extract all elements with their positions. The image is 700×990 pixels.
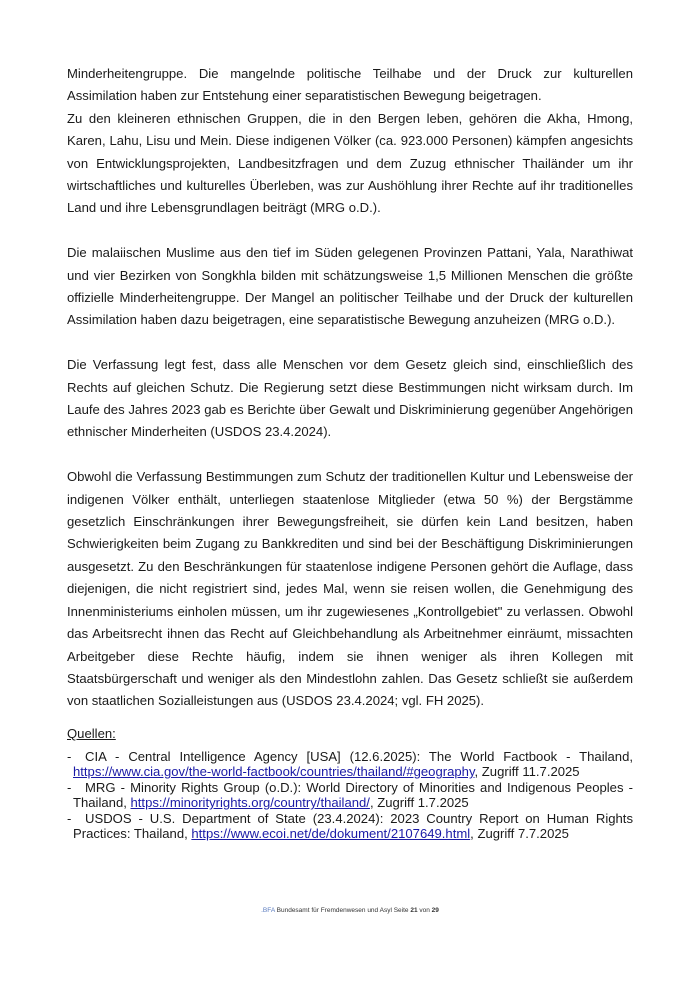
source-access-date: , Zugriff 1.7.2025	[369, 795, 469, 811]
body-paragraph: Die Verfassung legt fest, dass alle Menschen vor dem Gesetz gleich sind, einschließlich des Rechts auf gleichen Schutz. Die Regierung setzt diese Bestimmungen nicht wirksam durch. Im Laufe des Jahres 2023 gab es Berichte über Gewalt und Diskriminierung gegenüber Angehörigen ethnischer Minderheiten (USDOS 23.4.2024).	[67, 357, 633, 440]
source-citation: USDOS - U.S. Department of State (23.4.2024): 2023 Country Report on Human Rights Practices: Thailand,	[73, 810, 633, 842]
source-link[interactable]: https://minorityrights.org/country/thailand/	[130, 795, 370, 811]
body-paragraph: Obwohl die Verfassung Bestimmungen zum Schutz der traditionellen Kultur und Lebensweise der indigenen Völker enthält, unterliegen staatenlose Mitglieder (etwa 50 %) der Bergstämme gesetzlich Einschränkungen ihrer Bewegungsfreiheit, sie dürfen kein Land besitzen, haben Schwierigkeiten beim Zugang zu Bankkrediten und sind bei der Beschäftigung Diskriminierungen ausgesetzt. Zu den Beschränkungen für staatenlose indigene Personen gehört die Auflage, dass diejenigen, die nicht registriert sind, jedes Mal, wenn sie reisen wollen, die Genehmigung des Innenministeriums einholen müssen, um ihr zugewiesenes „Kontrollgebiet" zu verlassen. Obwohl das Arbeitsrecht ihnen das Recht auf Gleichbehandlung als Arbeitnehmer einräumt, missachten Arbeitgeber diese Rechte häufig, indem sie ihnen weniger als ihren Kollegen mit Staatsbürgerschaft und weniger als den Mindestlohn zahlen. Das Gesetz schließt sie außerdem von staatlichen Sozialleistungen aus (USDOS 23.4.2024; vgl. FH 2025).	[67, 469, 633, 709]
source-item	[67, 749, 633, 780]
bfa-logo-text: .BFA	[261, 907, 275, 914]
document-page	[67, 63, 633, 842]
footer-org-name: Bundesamt für Fremdenwesen und Asyl Seite	[274, 907, 411, 914]
page-number-separator: von	[417, 907, 432, 914]
body-paragraph: Minderheitengruppe. Die mangelnde politische Teilhabe und der Druck zur kulturellen Assimilation haben zur Entstehung einer separatistischen Bewegung beigetragen.	[67, 66, 633, 104]
sources-heading: Quellen:	[67, 725, 116, 741]
body-paragraph: Die malaiischen Muslime aus den tief im Süden gelegenen Provinzen Pattani, Yala, Narathiwat und vier Bezirken von Songkhla bilden mit schätzungsweise 1,5 Millionen Menschen die größte offizielle Minderheitengruppe. Der Mangel an politischer Teilhabe und der Druck der kulturellen Assimilation haben dazu beigetragen, eine separatistische Bewegung anzuheizen (MRG o.D.).	[67, 245, 633, 328]
source-item	[67, 780, 633, 811]
page-number-current: 21	[410, 907, 418, 914]
body-paragraph: Zu den kleineren ethnischen Gruppen, die in den Bergen leben, gehören die Akha, Hmong, Karen, Lahu, Lisu und Mein. Diese indigenen Völker (ca. 923.000 Personen) kämpfen angesichts von Entwicklungsprojekten, Landbesitzfragen und dem Zuzug ethnischer Thailänder um ihr wirtschaftliches und kulturelles Überleben, was zur Aushöhlung ihrer Rechte auf ihr traditionelles Land und ihre Lebensgrundlagen beiträgt (MRG o.D.).	[67, 110, 633, 216]
source-citation: CIA - Central Intelligence Agency [USA] (12.6.2025): The World Factbook - Thailand,	[85, 748, 633, 764]
page-number-total: 29	[431, 907, 439, 914]
paragraph-spacer	[67, 220, 633, 242]
paragraph-spacer	[67, 444, 633, 466]
source-access-date: , Zugriff 7.7.2025	[470, 826, 569, 842]
list-dash: -	[67, 748, 72, 764]
source-citation: MRG - Minority Rights Group (o.D.): World Directory of Minorities and Indigenous Peoples - Thailand,	[73, 779, 633, 811]
page-footer	[0, 907, 700, 914]
paragraph-spacer	[67, 332, 633, 354]
sources-list	[67, 749, 633, 842]
list-dash: -	[67, 810, 72, 826]
list-dash: -	[67, 779, 72, 795]
source-link[interactable]: https://www.cia.gov/the-world-factbook/countries/thailand/#geography	[73, 764, 475, 780]
source-item	[67, 811, 633, 842]
source-link[interactable]: https://www.ecoi.net/de/dokument/2107649.html	[191, 826, 471, 842]
source-access-date: , Zugriff 11.7.2025	[474, 764, 580, 780]
